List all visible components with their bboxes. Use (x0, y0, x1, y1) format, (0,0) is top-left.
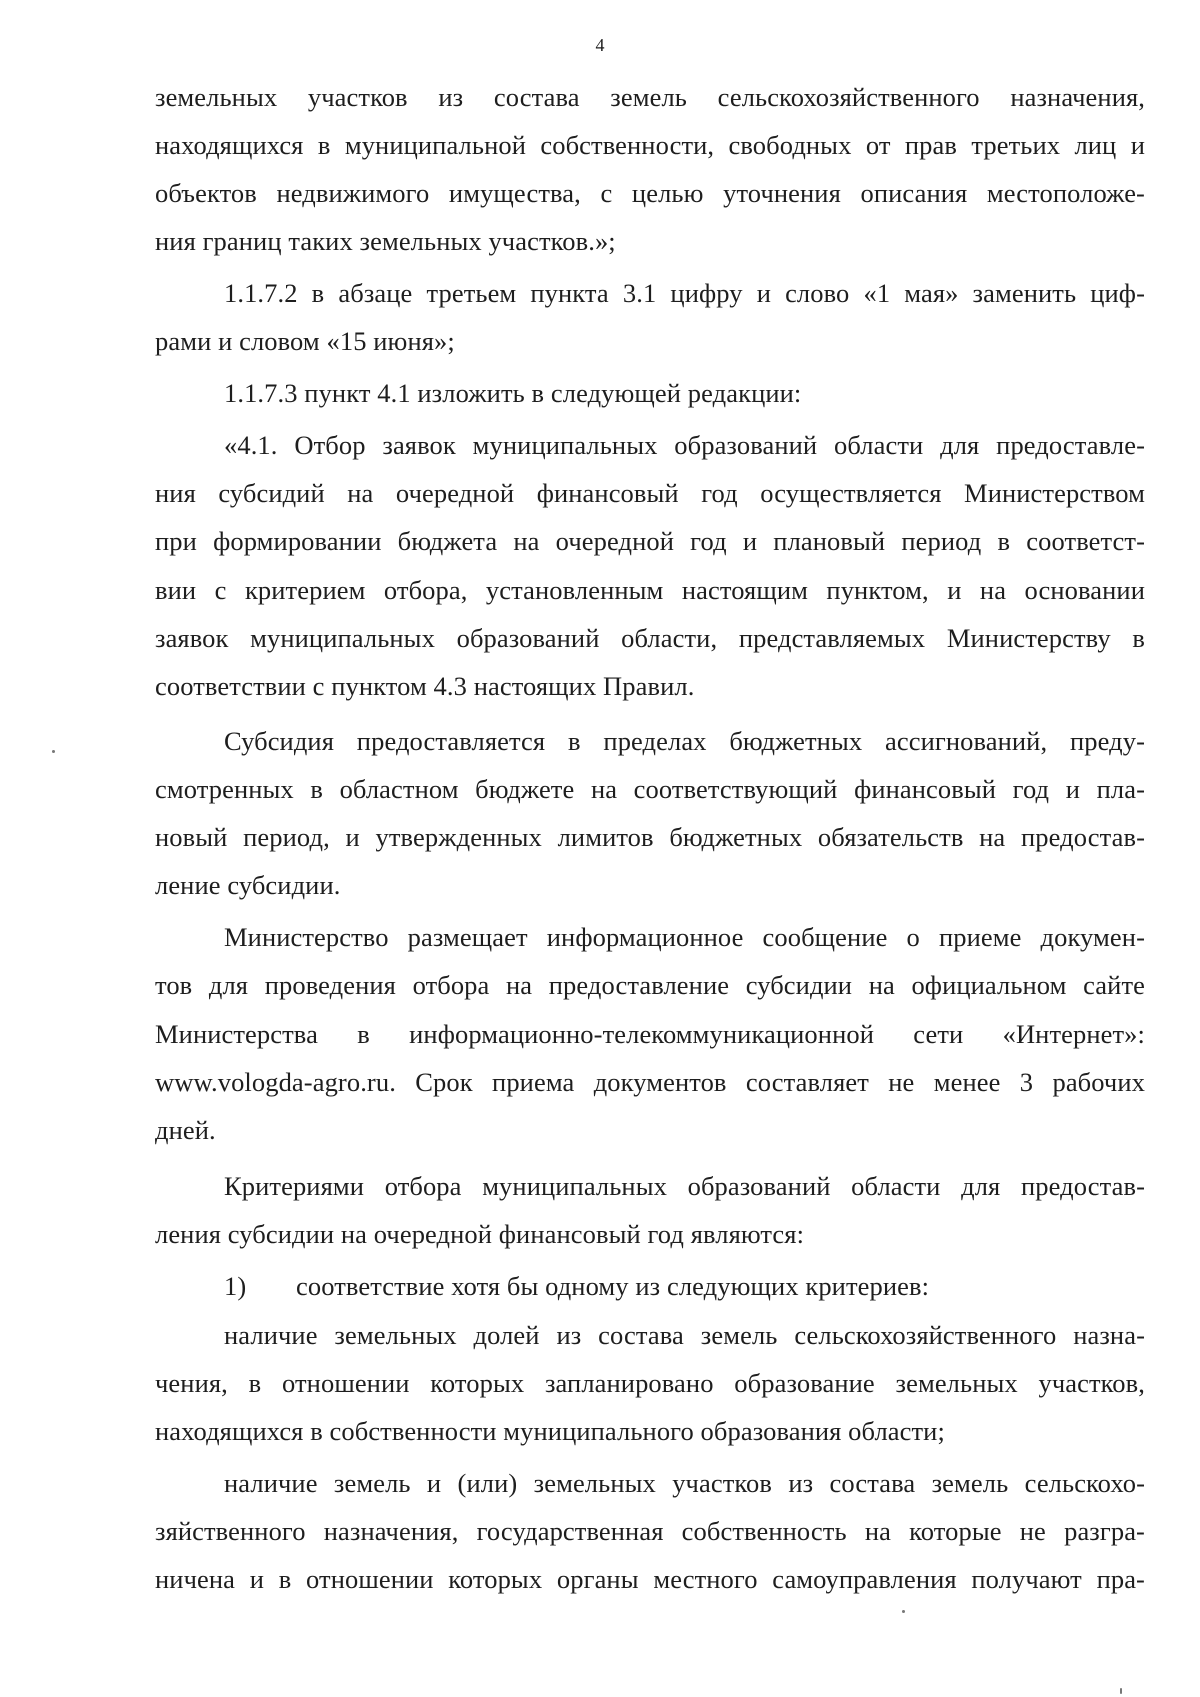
text-line: 1.1.7.2 в абзаце третьем пункта 3.1 цифру и слово «1 мая» заменить циф- (224, 278, 1145, 308)
scan-speck (52, 750, 55, 753)
text-line: чения, в отношении которых запланировано образование земельных участков, (155, 1368, 1145, 1398)
text-line: дней. (155, 1115, 216, 1145)
text-line: рами и словом «15 июня»; (155, 326, 455, 356)
text-line: наличие земельных долей из состава земель сельскохозяйственного назна- (224, 1320, 1145, 1350)
text-line: заявок муниципальных образований области, представляемых Министерству в (155, 623, 1145, 653)
text-line: Министерства в информационно-телекоммуникационной сети «Интернет»: (155, 1019, 1145, 1049)
text-line: вии с критерием отбора, установленным настоящим пунктом, и на основании (155, 575, 1145, 605)
text-line: Критериями отбора муниципальных образований области для предостав- (224, 1171, 1145, 1201)
text-line: ния субсидий на очередной финансовый год осуществляется Министерством (155, 478, 1145, 508)
text-line: ление субсидии. (155, 870, 341, 900)
text-line: при формировании бюджета на очередной год и плановый период в соответст- (155, 526, 1145, 556)
text-line: объектов недвижимого имущества, с целью уточнения описания местоположе- (155, 178, 1145, 208)
text-line: 1.1.7.3 пункт 4.1 изложить в следующей редакции: (224, 378, 802, 408)
text-line: ния границ таких земельных участков.»; (155, 226, 616, 256)
text-line: смотренных в областном бюджете на соответствующий финансовый год и пла- (155, 774, 1145, 804)
text-line: новый период, и утвержденных лимитов бюджетных обязательств на предостав- (155, 822, 1145, 852)
scan-speck (1120, 1688, 1122, 1694)
text-line: www.vologda-agro.ru. Срок приема документов составляет не менее 3 рабочих (155, 1067, 1145, 1097)
list-marker: 1) (224, 1271, 247, 1301)
text-line: находящихся в собственности муниципального образования области; (155, 1416, 945, 1446)
text-line: тов для проведения отбора на предоставление субсидии на официальном сайте (155, 970, 1145, 1000)
text-line: земельных участков из состава земель сельскохозяйственного назначения, (155, 82, 1145, 112)
text-line: находящихся в муниципальной собственности, свободных от прав третьих лиц и (155, 130, 1145, 160)
text-line: ничена и в отношении которых органы местного самоуправления получают пра- (155, 1564, 1145, 1594)
text-line: Министерство размещает информационное сообщение о приеме докумен- (224, 922, 1145, 952)
text-line: зяйственного назначения, государственная собственность на которые не разгра- (155, 1516, 1145, 1546)
text-line: «4.1. Отбор заявок муниципальных образований области для предоставле- (224, 430, 1145, 460)
list-item-text: соответствие хотя бы одному из следующих критериев: (296, 1271, 930, 1301)
text-line: наличие земель и (или) земельных участков из состава земель сельскохо- (224, 1468, 1145, 1498)
text-line: Субсидия предоставляется в пределах бюджетных ассигнований, преду- (224, 726, 1145, 756)
text-line: соответствии с пунктом 4.3 настоящих Правил. (155, 671, 695, 701)
page-number: 4 (595, 35, 605, 55)
list-item (224, 1262, 1145, 1310)
text-line: ления субсидии на очередной финансовый год являются: (155, 1219, 805, 1249)
scan-speck (902, 1610, 905, 1613)
